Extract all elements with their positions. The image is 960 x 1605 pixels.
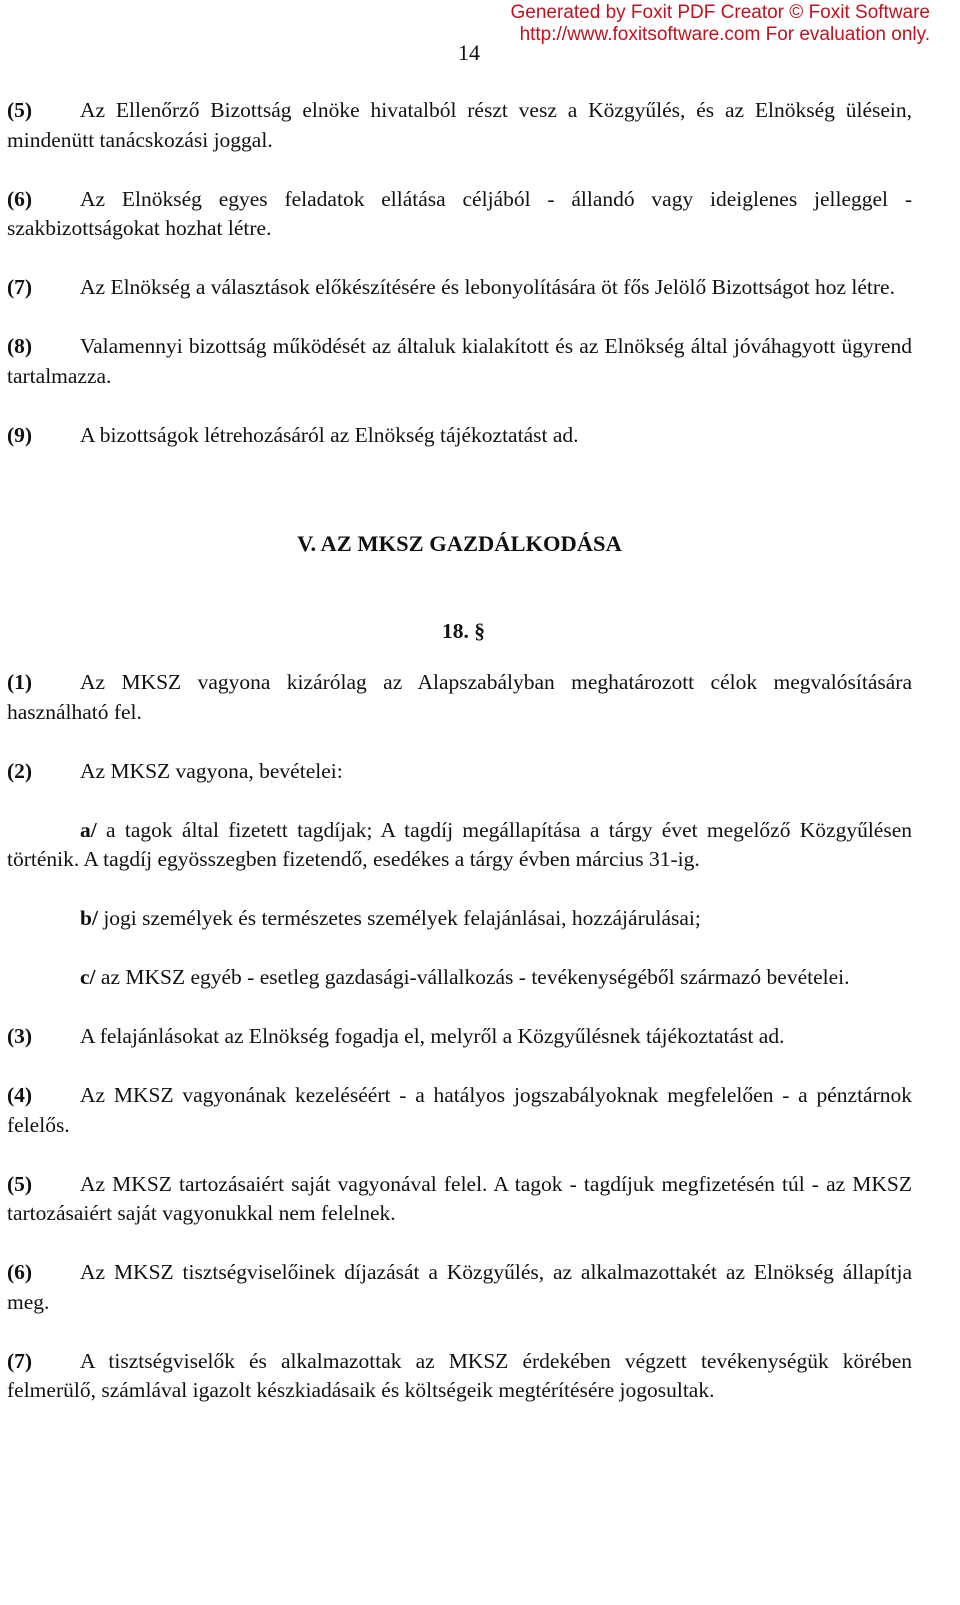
paragraph-text: Az Elnökség a választások előkészítésére és lebonyolítására öt fős Jelölő Bizottságot hoz létre.: [80, 275, 895, 299]
page-number: 14: [458, 40, 480, 65]
paragraph-number: (1): [7, 670, 33, 694]
paragraph-text: Valamennyi bizottság működését az általuk kialakított és az Elnökség által jóváhagyott ügyrend tartalmazza.: [7, 334, 912, 388]
list-item-label: b/: [80, 906, 98, 930]
paragraph-number: (7): [7, 1348, 33, 1373]
watermark-line-2: http://www.foxitsoftware.com For evaluation only.: [519, 24, 930, 45]
list-item-label: c/: [80, 965, 96, 989]
paragraph-number: (7): [7, 275, 33, 299]
list-item-text: a tagok által fizetett tagdíjak; A tagdíj megállapítása a tárgy évet megelőző Közgyűlésen történik. A tagdíj egyösszegben fizetendő, esedékes a tárgy évben március 31-ig.: [7, 817, 913, 871]
paragraph-number: (8): [7, 334, 33, 358]
paragraph-text: A felajánlásokat az Elnökség fogadja el, melyről a Közgyűlésnek tájékoztatást ad.: [80, 1024, 785, 1048]
paragraph-text: Az Ellenőrző Bizottság elnöke hivatalból részt vesz a Közgyűlés, és az Elnökség ülésein, mindenütt tanácskozási joggal.: [7, 98, 912, 152]
list-item-label: a/: [80, 817, 97, 842]
paragraph-number: (5): [7, 1171, 33, 1196]
paragraph-number: (4): [7, 1083, 33, 1107]
chapter-heading: V. AZ MKSZ GAZDÁLKODÁSA: [297, 531, 622, 556]
paragraph-number: (6): [7, 186, 33, 211]
paragraph-number: (2): [7, 758, 33, 783]
paragraph-text: A tisztségviselők és alkalmazottak az MKSZ érdekében végzett tevékenységük körében felmerülő, számlával igazolt készkiadásaik és költségeik megtérítésére jogosultak.: [7, 1348, 912, 1402]
paragraph-text: Az Elnökség egyes feladatok ellátása céljából - állandó vagy ideiglenes jelleggel - szakbizottságokat hozhat létre.: [7, 186, 912, 240]
list-item-a: [7, 816, 912, 875]
paragraph-number: (5): [7, 98, 33, 122]
list-item-text: jogi személyek és természetes személyek felajánlásai, hozzájárulásai;: [103, 906, 701, 930]
paragraph-number: (3): [7, 1024, 33, 1048]
paragraph-text: Az MKSZ vagyona, bevételei:: [80, 758, 343, 783]
paragraph-text: Az MKSZ vagyonának kezeléséért - a hatályos jogszabályoknak megfelelően - a pénztárnok felelős.: [7, 1083, 912, 1137]
paragraph-text: Az MKSZ tisztségviselőinek díjazását a Közgyűlés, az alkalmazottakét az Elnökség állapítja meg.: [7, 1260, 912, 1314]
document-body: [7, 96, 912, 1435]
paragraph-18-4: [7, 1081, 912, 1140]
paragraph-18-7: [7, 1347, 912, 1406]
paragraph-text: Az MKSZ tartozásaiért saját vagyonával felel. A tagok - tagdíjuk megfizetésén túl - az MKSZ tartozásaiért saját vagyonukkal nem felelnek.: [7, 1171, 912, 1225]
paragraph-18-5: [7, 1170, 912, 1229]
paragraph-18-6: [7, 1258, 912, 1317]
evaluation-watermark: [511, 2, 930, 46]
paragraph-number: (6): [7, 1260, 33, 1284]
section-number: 18. §: [442, 618, 485, 643]
paragraph-17-8: [7, 332, 912, 391]
list-item-text: az MKSZ egyéb - esetleg gazdasági-vállalkozás - tevékenységéből származó bevételei.: [100, 965, 850, 989]
list-item-c: [7, 963, 912, 993]
paragraph-18-1: [7, 668, 912, 727]
paragraph-17-9: [7, 421, 912, 451]
paragraph-number: (9): [7, 422, 33, 447]
paragraph-18-2: [7, 757, 912, 787]
paragraph-text: A bizottságok létrehozásáról az Elnökség tájékoztatást ad.: [80, 422, 579, 447]
paragraph-17-5: [7, 96, 912, 155]
paragraph-text: Az MKSZ vagyona kizárólag az Alapszabályban meghatározott célok megvalósítására használható fel.: [7, 670, 912, 724]
paragraph-18-3: [7, 1022, 912, 1052]
list-item-b: [7, 904, 912, 934]
paragraph-17-6: [7, 185, 912, 244]
watermark-line-1: Generated by Foxit PDF Creator © Foxit Software: [510, 2, 930, 23]
paragraph-17-7: [7, 273, 912, 303]
